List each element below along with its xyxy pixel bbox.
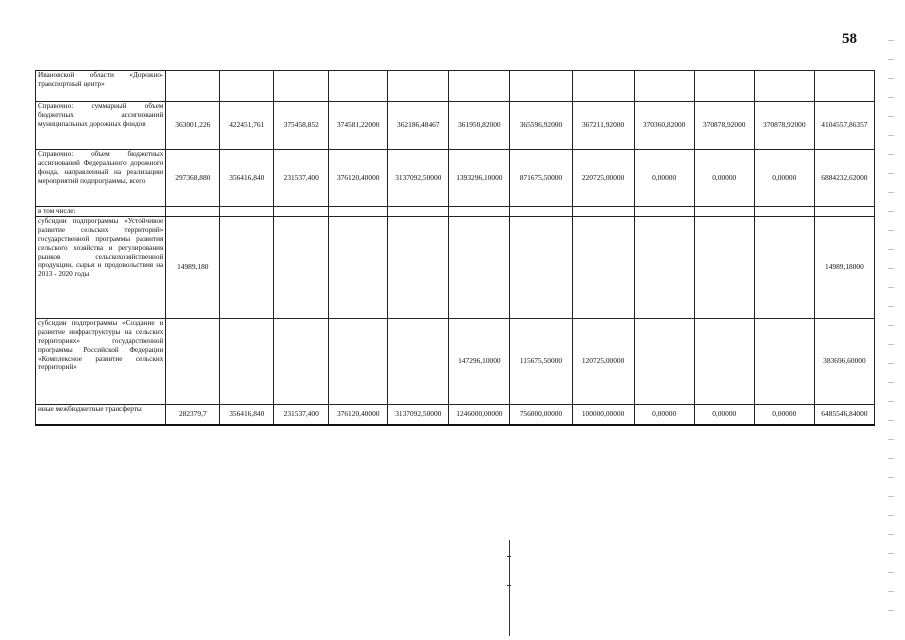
page-number: 58: [842, 31, 857, 47]
value-cell: [220, 216, 274, 318]
value-cell: 367211,92000: [572, 102, 634, 150]
value-cell: [510, 207, 572, 217]
value-cell: 3137092,50000: [388, 404, 449, 425]
value-cell: 361950,82000: [449, 102, 510, 150]
value-cell: [572, 71, 634, 102]
value-cell: 4104557,86357: [814, 102, 874, 150]
value-cell: [449, 71, 510, 102]
value-cell: [388, 207, 449, 217]
value-cell: 231537,400: [274, 150, 329, 207]
value-cell: [694, 216, 754, 318]
table-row: [36, 207, 875, 217]
value-cell: [388, 318, 449, 404]
value-cell: [166, 71, 220, 102]
value-cell: [814, 207, 874, 217]
binding-tick: [507, 585, 511, 586]
row-label: Ивановской области «Дорожно-транспортный центр»: [36, 71, 166, 102]
value-cell: 871675,50000: [510, 150, 572, 207]
row-label: Справочно: объем бюджетных ассигнований Федерального дорожного фонда, направленный на реализацию мероприятий подпрограммы, всего: [36, 150, 166, 207]
value-cell: 14989,18000: [814, 216, 874, 318]
value-cell: [329, 207, 388, 217]
value-cell: 220725,00000: [572, 150, 634, 207]
value-cell: [220, 71, 274, 102]
value-cell: 147296,10000: [449, 318, 510, 404]
value-cell: 0,00000: [634, 150, 694, 207]
table-row: [36, 318, 875, 404]
value-cell: [510, 71, 572, 102]
value-cell: [814, 71, 874, 102]
value-cell: [754, 318, 814, 404]
value-cell: [274, 71, 329, 102]
binding-tick: [507, 556, 511, 557]
value-cell: 6884232,62000: [814, 150, 874, 207]
value-cell: 376120,40000: [329, 150, 388, 207]
value-cell: [634, 207, 694, 217]
row-label: Справочно: суммарный объем бюджетных ассигнований муниципальных дорожных фондов: [36, 102, 166, 150]
value-cell: 375458,852: [274, 102, 329, 150]
value-cell: [754, 71, 814, 102]
value-cell: [449, 216, 510, 318]
value-cell: 0,00000: [694, 150, 754, 207]
value-cell: 756000,00000: [510, 404, 572, 425]
value-cell: 356416,840: [220, 404, 274, 425]
table-row: [36, 216, 875, 318]
row-label: субсидии подпрограммы «Устойчивое развитие сельских территорий» государственной программы развития сельского хозяйства и регулирования рынков сельскохозяйственной продукции, сырья и продовольствия на 2013 - 2020 годы: [36, 216, 166, 318]
value-cell: 383696,60000: [814, 318, 874, 404]
value-cell: 100000,00000: [572, 404, 634, 425]
value-cell: [449, 207, 510, 217]
value-cell: [274, 318, 329, 404]
value-cell: 356416,840: [220, 150, 274, 207]
table-row: [36, 71, 875, 102]
value-cell: 120725,00000: [572, 318, 634, 404]
value-cell: 1246000,00000: [449, 404, 510, 425]
value-cell: [329, 318, 388, 404]
table-row: [36, 102, 875, 150]
value-cell: [694, 318, 754, 404]
value-cell: [166, 318, 220, 404]
value-cell: [388, 71, 449, 102]
value-cell: [694, 207, 754, 217]
value-cell: 374581,22000: [329, 102, 388, 150]
value-cell: 14989,180: [166, 216, 220, 318]
value-cell: 0,00000: [754, 404, 814, 425]
row-label: в том числе:: [36, 207, 166, 217]
value-cell: 115675,50000: [510, 318, 572, 404]
value-cell: [634, 71, 694, 102]
row-label: субсидии подпрограммы «Создание и развитие инфраструктуры на сельских территориях» государственной программы Российской Федерации «Комплексное развитие сельских территорий»: [36, 318, 166, 404]
budget-table: [35, 70, 875, 426]
value-cell: 297368,880: [166, 150, 220, 207]
value-cell: [572, 207, 634, 217]
value-cell: [274, 207, 329, 217]
value-cell: [220, 207, 274, 217]
value-cell: [634, 216, 694, 318]
row-label: иные межбюджетные трансферты: [36, 404, 166, 425]
value-cell: [166, 207, 220, 217]
value-cell: [329, 216, 388, 318]
value-cell: 370360,82000: [634, 102, 694, 150]
value-cell: 0,00000: [634, 404, 694, 425]
value-cell: [274, 216, 329, 318]
value-cell: 6485546,84000: [814, 404, 874, 425]
value-cell: [634, 318, 694, 404]
value-cell: 3137092,50000: [388, 150, 449, 207]
table-row: [36, 404, 875, 425]
value-cell: 0,00000: [694, 404, 754, 425]
value-cell: [510, 216, 572, 318]
table-row: [36, 150, 875, 207]
scan-edge-marks: [888, 40, 894, 620]
value-cell: 376120,40000: [329, 404, 388, 425]
value-cell: [694, 71, 754, 102]
value-cell: 363001,226: [166, 102, 220, 150]
value-cell: 370878,92000: [754, 102, 814, 150]
value-cell: 0,00000: [754, 150, 814, 207]
value-cell: [572, 216, 634, 318]
value-cell: 365596,92000: [510, 102, 572, 150]
value-cell: [220, 318, 274, 404]
value-cell: 362186,48467: [388, 102, 449, 150]
value-cell: [754, 207, 814, 217]
value-cell: [388, 216, 449, 318]
value-cell: 422451,761: [220, 102, 274, 150]
value-cell: [329, 71, 388, 102]
value-cell: 370878,92000: [694, 102, 754, 150]
value-cell: 282379,7: [166, 404, 220, 425]
center-binding-line: [509, 540, 510, 636]
value-cell: [754, 216, 814, 318]
value-cell: 1393296,10000: [449, 150, 510, 207]
value-cell: 231537,400: [274, 404, 329, 425]
